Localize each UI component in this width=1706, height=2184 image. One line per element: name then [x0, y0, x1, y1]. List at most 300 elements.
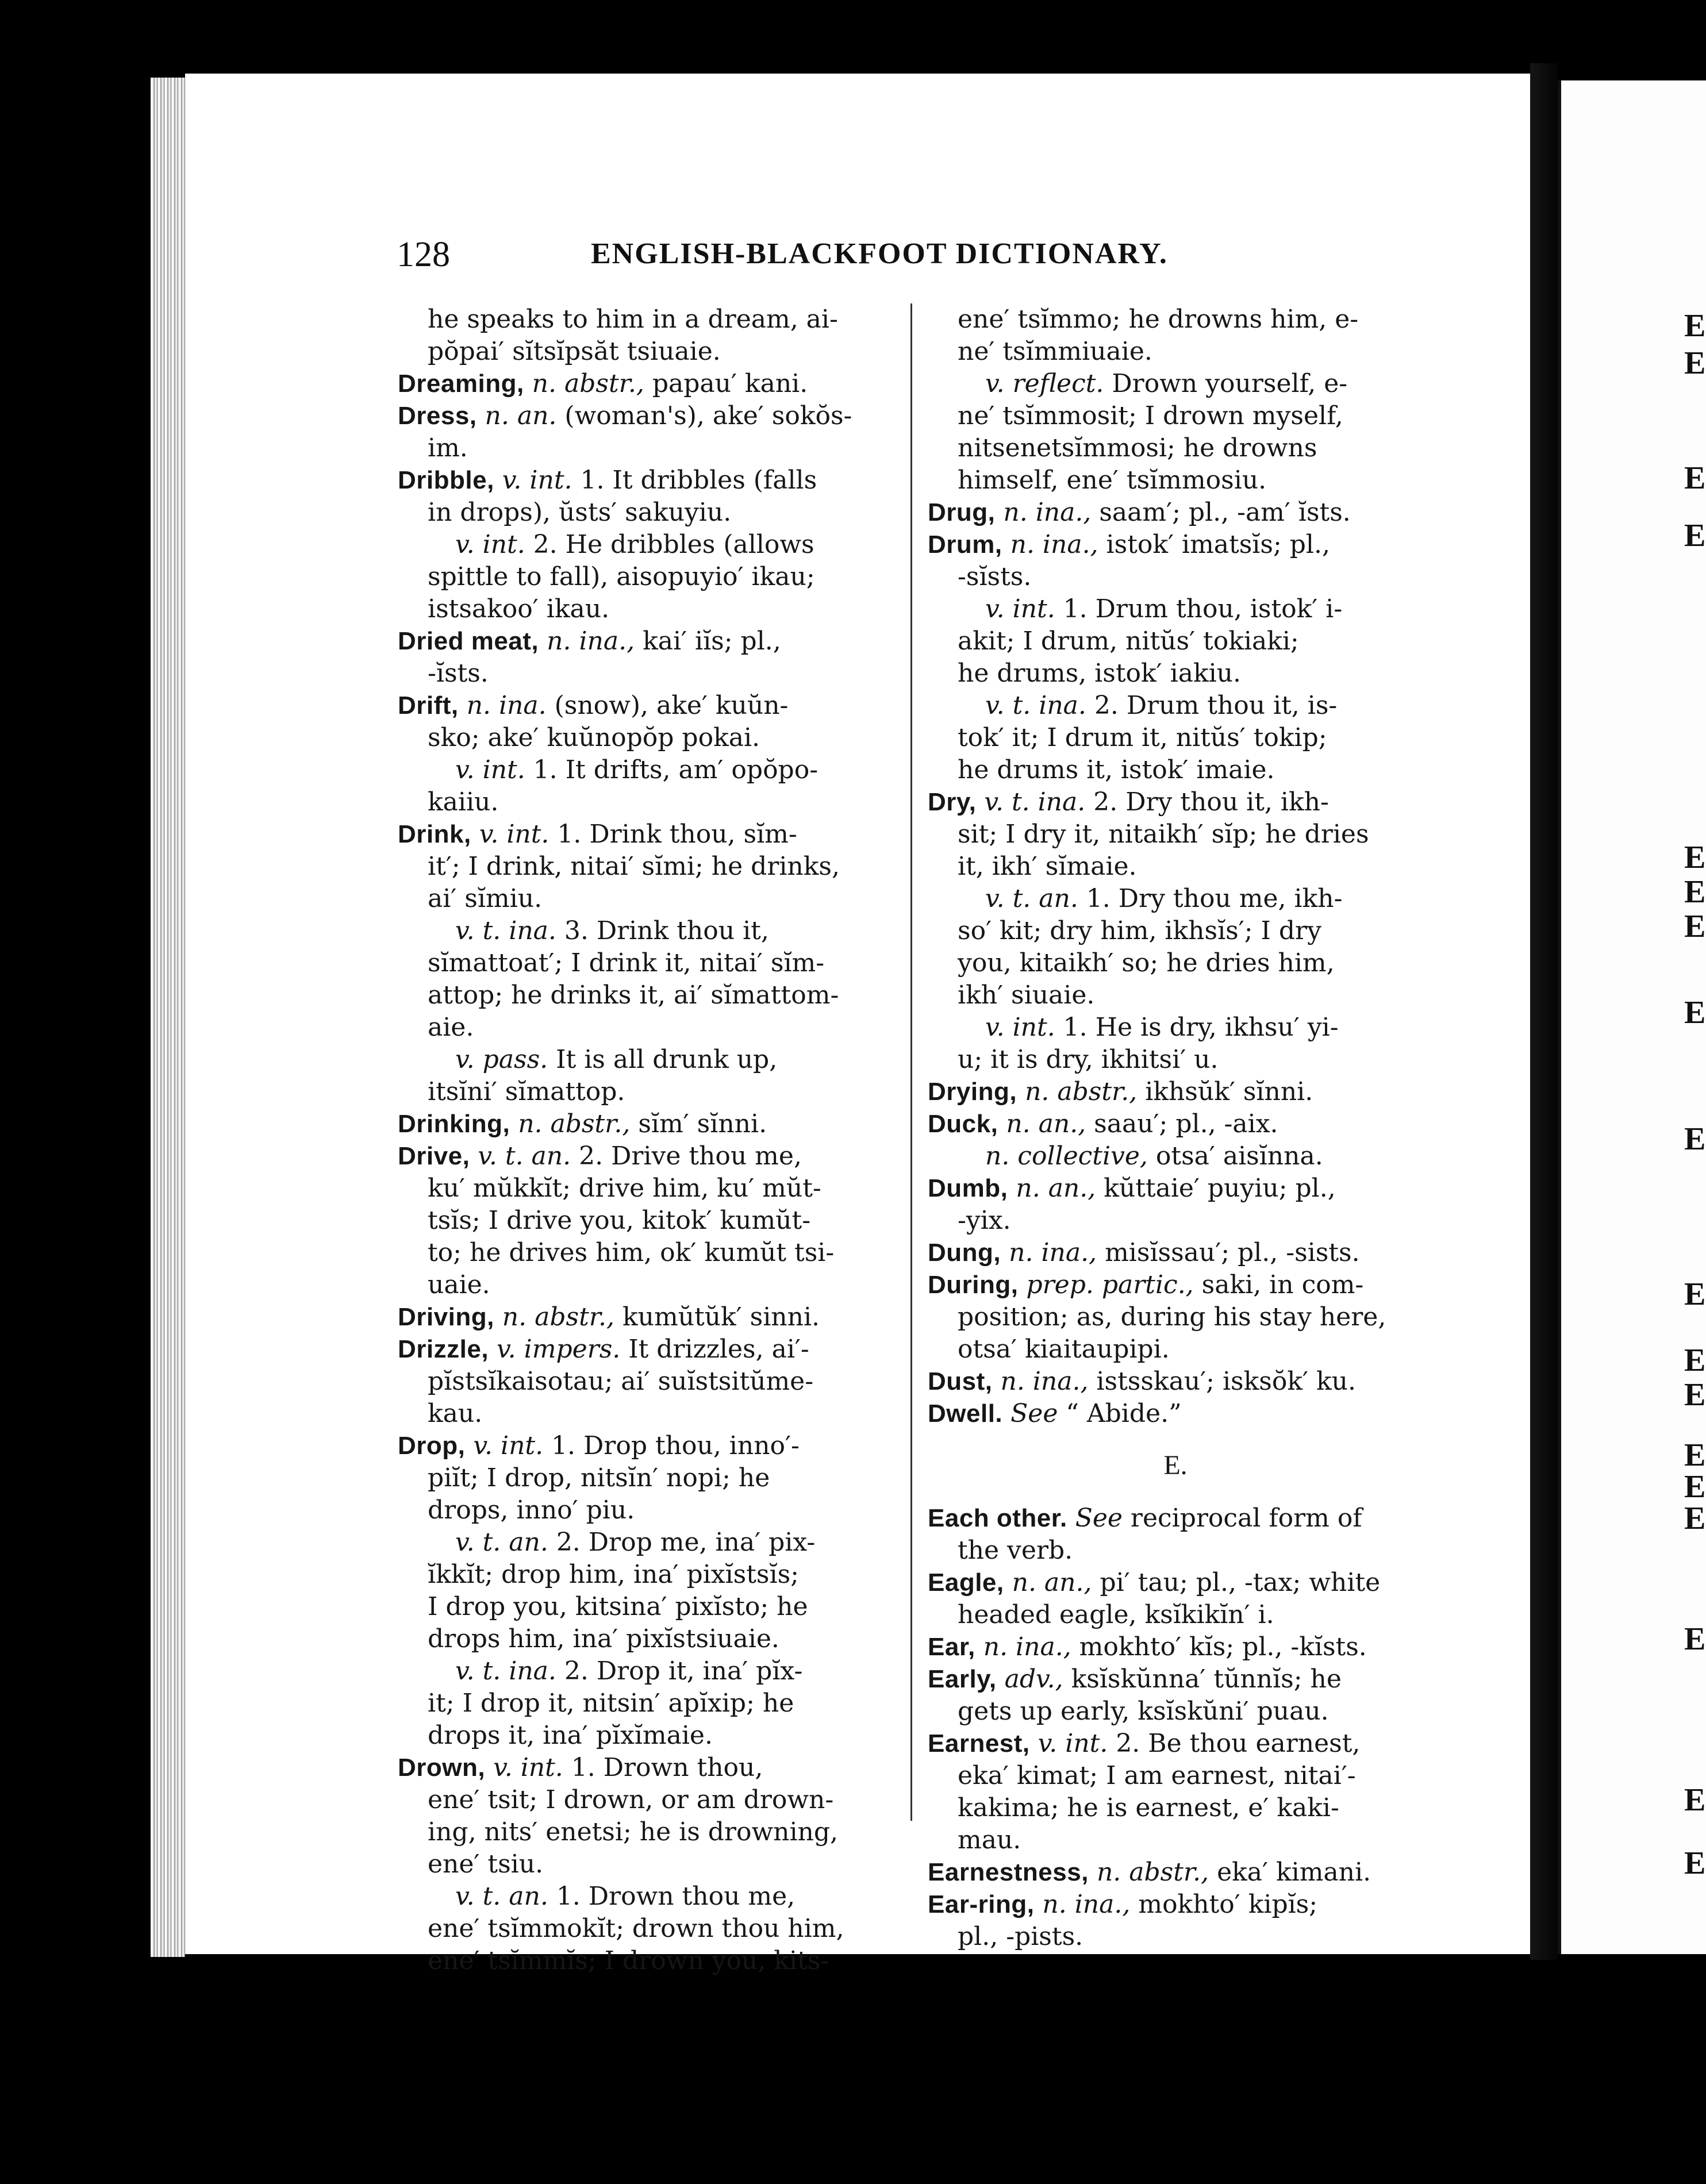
headword: Drift,: [398, 691, 459, 720]
headword: Drinking,: [398, 1110, 510, 1138]
entry-text: 1. Drop thou, inno′-: [543, 1431, 800, 1460]
entry-text: 1. Dry thou me, ikh-: [1078, 884, 1343, 913]
headword: Earnest,: [928, 1729, 1030, 1758]
entry-text: 1. Drum thou, istok′ i-: [1055, 594, 1343, 624]
grammar-label: n. abstr.,: [532, 369, 644, 398]
entry-sense: [398, 1527, 893, 1559]
headword: Early,: [928, 1665, 997, 1693]
entry-continuation: [928, 1044, 1423, 1076]
entry-text: 2. Be thou earnest,: [1108, 1729, 1361, 1758]
right-column: [928, 303, 1423, 1953]
headword: Ear-ring,: [928, 1890, 1035, 1918]
entry-continuation: [928, 1792, 1423, 1824]
grammar-label: v. int.: [985, 594, 1055, 624]
headword: Drop,: [398, 1432, 466, 1460]
entry-sense: [398, 754, 893, 786]
dictionary-entry: [398, 1752, 893, 1784]
entry-text: ne′ tsĭmmiuaie.: [958, 337, 1152, 366]
entry-text: Drown yourself, e-: [1104, 369, 1348, 398]
entry-text: sko; ake′ kuŭnopŏp pokai.: [428, 723, 760, 752]
entry-text: ikhsŭk′ sĭnni.: [1137, 1077, 1313, 1106]
entry-text: akit; I drum, nitŭs′ tokiaki;: [958, 626, 1299, 656]
entry-text: sit; I dry it, nitaikh′ sĭp; he dries: [958, 820, 1369, 849]
entry-text: 1. It drifts, am′ opŏpo-: [525, 755, 819, 785]
grammar-label: n. abstr.,: [1096, 1858, 1209, 1887]
dictionary-entry: [398, 1140, 893, 1172]
entry-text: It drizzles, ai′-: [620, 1335, 809, 1364]
entry-continuation: [398, 1945, 893, 1977]
dictionary-entry: [928, 497, 1423, 529]
entry-continuation: [398, 432, 893, 464]
entry-text: -yix.: [958, 1206, 1011, 1235]
entry-continuation: [398, 1398, 893, 1430]
entry-text: ing, nits′ enetsi; he is drowning,: [428, 1817, 839, 1847]
entry-text: -ĭsts.: [428, 659, 489, 688]
grammar-label: v. int.: [502, 466, 572, 495]
entry-text: attop; he drinks it, ai′ sĭmattom-: [428, 981, 839, 1010]
entry-text: kai′ iĭs; pl.,: [635, 626, 781, 656]
entry-text: mau.: [958, 1825, 1021, 1855]
headword: Dress,: [398, 402, 477, 430]
facing-page-letter: E: [1684, 874, 1706, 910]
headword: Drying,: [928, 1078, 1017, 1106]
entry-continuation: [398, 336, 893, 368]
grammar-label: n. an.,: [1006, 1109, 1086, 1139]
entry-text: saau′; pl., -aix.: [1086, 1109, 1278, 1139]
entry-text: pl., -pists.: [958, 1922, 1083, 1951]
grammar-label: v. t. ina.: [455, 916, 556, 945]
entry-text: nitsenetsĭmmosi; he drowns: [958, 433, 1317, 463]
entry-continuation: [928, 657, 1423, 690]
entry-text: eka′ kimat; I am earnest, nitai′-: [958, 1761, 1356, 1790]
facing-page-edge: [1558, 80, 1561, 1954]
dictionary-entry: [928, 1663, 1423, 1695]
dictionary-entry: [398, 1333, 893, 1366]
entry-continuation: [398, 851, 893, 883]
entry-text: position; as, during his stay here,: [958, 1302, 1386, 1332]
entry-text: mokhto′ kipĭs;: [1130, 1890, 1318, 1919]
headword: Dry,: [928, 788, 977, 816]
entry-continuation: [398, 1784, 893, 1816]
grammar-label: v. t. ina.: [984, 787, 1086, 817]
entry-continuation: [398, 1205, 893, 1237]
grammar-label: n. ina.,: [1003, 498, 1092, 527]
headword: Drown,: [398, 1754, 486, 1782]
grammar-label: n. collective,: [985, 1141, 1148, 1171]
entry-text: headed eagle, ksĭkikĭn′ i.: [958, 1600, 1274, 1629]
headword: During,: [928, 1271, 1019, 1299]
dictionary-entry: [928, 529, 1423, 561]
entry-continuation: [928, 625, 1423, 657]
entry-continuation: [928, 1599, 1423, 1631]
entry-text: ene′ tsĭmmo; he drowns him, e-: [958, 305, 1359, 334]
entry-text: 1. Drink thou, sĭm-: [549, 820, 797, 849]
grammar-label: v. t. ina.: [455, 1656, 556, 1686]
entry-continuation: [928, 464, 1423, 497]
grammar-label: v. impers.: [497, 1335, 621, 1364]
facing-page-letter: E: [1684, 1469, 1706, 1505]
facing-page-letter: E: [1684, 1782, 1706, 1818]
entry-text: itsĭni′ sĭmattop.: [428, 1077, 625, 1106]
entry-text: reciprocal form of: [1122, 1504, 1362, 1533]
facing-page-letter: E: [1684, 1501, 1706, 1536]
dictionary-entry: [928, 1398, 1423, 1430]
entry-text: ene′ tsit; I drown, or am drown-: [428, 1785, 834, 1814]
facing-page-letter: E: [1684, 1377, 1706, 1413]
entry-text: I drop you, kitsina′ pixĭsto; he: [428, 1592, 808, 1621]
entry-text: kaiiu.: [428, 787, 499, 817]
grammar-label: v. int.: [493, 1753, 563, 1782]
headword: Dumb,: [928, 1174, 1008, 1202]
entry-continuation: [398, 657, 893, 690]
entry-continuation: [928, 947, 1423, 979]
entry-text: kau.: [428, 1399, 483, 1428]
entry-continuation: [928, 303, 1423, 336]
entry-continuation: [398, 1687, 893, 1720]
facing-page-letter: E: [1684, 345, 1706, 381]
entry-text: ne′ tsĭmmosit; I drown myself,: [958, 401, 1343, 430]
entry-sense: [928, 1140, 1423, 1172]
entry-continuation: [398, 979, 893, 1012]
headword: Earnestness,: [928, 1858, 1089, 1886]
left-column: [398, 303, 893, 1977]
grammar-label: v. int.: [479, 820, 550, 849]
entry-text: spittle to fall), aisopuyio′ ikau;: [428, 562, 815, 591]
grammar-label: n. ina.,: [1000, 1367, 1089, 1396]
entry-text: 2. Drum thou it, is-: [1086, 691, 1338, 720]
facing-page-letter: E: [1684, 995, 1706, 1031]
headword: Drizzle,: [398, 1335, 489, 1363]
entry-text: istsakoo′ ikau.: [428, 594, 610, 624]
dictionary-entry: [928, 1076, 1423, 1108]
dictionary-entry: [928, 1856, 1423, 1889]
headword: Driving,: [398, 1303, 494, 1331]
facing-page-letter: E: [1684, 840, 1706, 875]
entry-text: it′; I drink, nitai′ sĭmi; he drinks,: [428, 852, 840, 881]
entry-continuation: [928, 1205, 1423, 1237]
entry-text: piĭt; I drop, nitsĭn′ nopi; he: [428, 1463, 770, 1493]
facing-page-letter: E: [1684, 460, 1706, 496]
entry-text: he drums, istok′ iakiu.: [958, 659, 1242, 688]
entry-text: ene′ tsĭmmokĭt; drown thou him,: [428, 1914, 844, 1943]
entry-continuation: [398, 883, 893, 915]
entry-sense: [398, 529, 893, 561]
entry-sense: [398, 1655, 893, 1687]
entry-text: it; I drop it, nitsin′ apĭxip; he: [428, 1689, 794, 1718]
entry-continuation: [928, 1824, 1423, 1856]
entry-text: It is all drunk up,: [548, 1045, 778, 1074]
entry-text: saam′; pl., -am′ ĭsts.: [1091, 498, 1351, 527]
entry-continuation: [398, 303, 893, 336]
entry-sense: [928, 883, 1423, 915]
entry-continuation: [398, 1848, 893, 1881]
entry-text: pĭstsĭkaisotau; ai′ suĭstsitŭme-: [428, 1367, 814, 1396]
entry-continuation: [398, 786, 893, 818]
entry-text: he drums it, istok′ imaie.: [958, 755, 1275, 785]
entry-text: ai′ sĭmiu.: [428, 884, 543, 913]
book-page-edge: [151, 78, 185, 1957]
facing-page-letter: E: [1684, 909, 1706, 944]
entry-text: 1. He is dry, ikhsu′ yi-: [1055, 1013, 1339, 1042]
facing-page-letter: E: [1684, 1276, 1706, 1312]
entry-text: -sĭsts.: [958, 562, 1032, 591]
entry-text: kŭttaie′ puyiu; pl.,: [1096, 1174, 1336, 1203]
entry-sense: [398, 915, 893, 947]
grammar-label: v. pass.: [455, 1045, 548, 1074]
entry-text: to; he drives him, ok′ kumŭt tsi-: [428, 1238, 835, 1267]
dictionary-entry: [928, 1269, 1423, 1301]
entry-text: istsskau′; isksŏk′ ku.: [1088, 1367, 1356, 1396]
entry-continuation: [398, 1237, 893, 1269]
entry-text: uaie.: [428, 1270, 490, 1299]
dictionary-entry: [928, 1728, 1423, 1760]
entry-text: kumŭtŭk′ sinni.: [614, 1302, 820, 1332]
grammar-label: n. an.: [485, 401, 557, 430]
headword: Each other.: [928, 1504, 1067, 1532]
entry-text: mokhto′ kĭs; pl., -kĭsts.: [1071, 1632, 1367, 1662]
headword: Dried meat,: [398, 627, 539, 655]
facing-page-letter: E: [1684, 308, 1706, 344]
grammar-label: v. int.: [473, 1431, 544, 1460]
entry-text: “ Abide.”: [1058, 1399, 1182, 1428]
grammar-label: v. int.: [985, 1013, 1055, 1042]
entry-continuation: [398, 1172, 893, 1205]
headword: Drum,: [928, 530, 1002, 559]
entry-continuation: [928, 1921, 1423, 1953]
dictionary-entry: [398, 818, 893, 851]
entry-text: drops it, ina′ pĭxĭmaie.: [428, 1721, 713, 1750]
entry-text: 1. Drown thou,: [563, 1753, 763, 1782]
grammar-label: v. t. an.: [455, 1528, 548, 1557]
entry-text: ikh′ siuaie.: [958, 981, 1095, 1010]
dictionary-entry: [928, 786, 1423, 818]
entry-continuation: [398, 1076, 893, 1108]
entry-text: tsĭs; I drive you, kitok′ kumŭt-: [428, 1206, 811, 1235]
entry-continuation: [398, 1494, 893, 1527]
entry-continuation: [398, 497, 893, 529]
entry-text: the verb.: [958, 1536, 1073, 1565]
entry-text: 1. Drown thou me,: [548, 1882, 796, 1911]
grammar-label: n. abstr.,: [1025, 1077, 1138, 1106]
facing-page-letter: E: [1684, 1437, 1706, 1473]
entry-text: in drops), ŭsts′ sakuyiu.: [428, 498, 732, 527]
entry-text: gets up early, ksĭskŭni′ puau.: [958, 1697, 1329, 1726]
grammar-label: v. int.: [1038, 1729, 1108, 1758]
entry-continuation: [398, 1720, 893, 1752]
entry-continuation: [398, 1012, 893, 1044]
entry-continuation: [928, 561, 1423, 593]
entry-text: 2. He dribbles (allows: [525, 530, 814, 559]
dictionary-entry: [928, 1889, 1423, 1921]
headword: Ear,: [928, 1633, 975, 1661]
entry-sense: [398, 1881, 893, 1913]
dictionary-entry: [928, 1237, 1423, 1269]
entry-continuation: [398, 1816, 893, 1848]
dictionary-entry: [928, 1631, 1423, 1663]
grammar-label: n. ina.: [466, 691, 547, 720]
entry-continuation: [928, 432, 1423, 464]
entry-text: ene′ tsĭmmĭs; I drown you, kits-: [428, 1946, 829, 1975]
entry-text: kakima; he is earnest, e′ kaki-: [958, 1793, 1339, 1822]
entry-text: (woman's), ake′ sokŏs-: [556, 401, 852, 430]
entry-continuation: [398, 1591, 893, 1623]
entry-continuation: [398, 1559, 893, 1591]
grammar-label: n. ina.,: [983, 1632, 1071, 1662]
entry-text: eka′ kimani.: [1209, 1858, 1371, 1887]
dictionary-entry: [398, 368, 893, 400]
entry-text: 1. It dribbles (falls: [572, 466, 817, 495]
entry-text: sĭm′ sĭnni.: [630, 1109, 767, 1139]
entry-text: he speaks to him in a dream, ai-: [428, 305, 838, 334]
facing-page-letter: E: [1684, 1845, 1706, 1881]
entry-text: misĭssau′; pl., -sists.: [1097, 1238, 1360, 1267]
headword: Drink,: [398, 820, 471, 848]
headword: Duck,: [928, 1110, 998, 1138]
grammar-label: See: [1010, 1399, 1058, 1428]
headword: Drug,: [928, 498, 996, 526]
grammar-label: n. ina.,: [547, 626, 635, 656]
grammar-label: v. t. an.: [985, 884, 1078, 913]
entry-continuation: [928, 1695, 1423, 1728]
book-gutter: [1530, 63, 1558, 1960]
facing-page-letter: E: [1684, 1621, 1706, 1657]
facing-page-letter: E: [1684, 518, 1706, 553]
entry-continuation: [928, 818, 1423, 851]
entry-text: ksĭskŭnna′ tŭnnĭs; he: [1063, 1664, 1342, 1694]
entry-sense: [398, 1044, 893, 1076]
dictionary-entry: [398, 1430, 893, 1462]
dictionary-entry: [398, 1301, 893, 1333]
facing-page-letter: E: [1684, 1121, 1706, 1157]
entry-text: drops, inno′ piu.: [428, 1495, 635, 1525]
entry-continuation: [398, 1366, 893, 1398]
entry-text: ene′ tsiu.: [428, 1850, 544, 1879]
dictionary-entry: [398, 625, 893, 657]
grammar-label: n. ina.,: [1010, 530, 1098, 559]
dictionary-entry: [928, 1172, 1423, 1205]
entry-text: ku′ mŭkkĭt; drive him, ku′ mŭt-: [428, 1174, 821, 1203]
grammar-label: adv.,: [1004, 1664, 1063, 1694]
entry-text: 2. Drive thou me,: [571, 1141, 802, 1171]
entry-continuation: [928, 336, 1423, 368]
dictionary-entry: [928, 1502, 1423, 1535]
dictionary-entry: [928, 1567, 1423, 1599]
facing-page-letter: E: [1684, 1343, 1706, 1378]
grammar-label: v. t. ina.: [985, 691, 1086, 720]
grammar-label: v. t. an.: [455, 1882, 548, 1911]
dictionary-entry: [398, 690, 893, 722]
entry-text: you, kitaikh′ so; he dries him,: [958, 948, 1335, 978]
dictionary-entry: [928, 1366, 1423, 1398]
dictionary-entry: [398, 464, 893, 497]
entry-text: otsa′ kiaitaupipi.: [958, 1335, 1170, 1364]
entry-continuation: [928, 851, 1423, 883]
entry-continuation: [398, 947, 893, 979]
entry-text: papau′ kani.: [644, 369, 808, 398]
grammar-label: n. ina.,: [1009, 1238, 1097, 1267]
headword: Dreaming,: [398, 370, 524, 398]
entry-text: saki, in com-: [1193, 1270, 1364, 1299]
page-number: 128: [397, 235, 450, 274]
grammar-label: n. an.,: [1012, 1568, 1092, 1597]
entry-text: 2. Drop me, ina′ pix-: [548, 1528, 816, 1557]
grammar-label: n. abstr.,: [502, 1302, 614, 1332]
entry-text: pi′ tau; pl., -tax; white: [1092, 1568, 1381, 1597]
grammar-label: v. int.: [455, 755, 525, 785]
entry-text: 3. Drink thou it,: [556, 916, 769, 945]
entry-text: 2. Dry thou it, ikh-: [1085, 787, 1329, 817]
dictionary-entry: [928, 1108, 1423, 1140]
entry-continuation: [398, 593, 893, 625]
headword: Dung,: [928, 1239, 1001, 1267]
entry-text: (snow), ake′ kuŭn-: [546, 691, 789, 720]
entry-text: 2. Drop it, ina′ pĭx-: [556, 1656, 803, 1686]
entry-continuation: [928, 915, 1423, 947]
entry-continuation: [398, 1913, 893, 1945]
entry-continuation: [398, 1462, 893, 1494]
entry-text: pŏpai′ sĭtsĭpsăt tsiuaie.: [428, 337, 721, 366]
entry-text: himself, ene′ tsĭmmosiu.: [958, 466, 1267, 495]
grammar-label: v. reflect.: [985, 369, 1104, 398]
grammar-label: v. int.: [455, 530, 525, 559]
entry-text: otsa′ aisĭnna.: [1147, 1141, 1323, 1171]
entry-text: so′ kit; dry him, ikhsĭs′; I dry: [958, 916, 1321, 945]
entry-sense: [928, 368, 1423, 400]
entry-continuation: [928, 754, 1423, 786]
entry-continuation: [928, 979, 1423, 1012]
column-divider: [910, 303, 912, 1821]
entry-text: it, ikh′ sĭmaie.: [958, 852, 1137, 881]
headword: Drive,: [398, 1142, 470, 1170]
entry-continuation: [398, 1623, 893, 1655]
entry-continuation: [928, 400, 1423, 432]
dictionary-entry: [398, 1108, 893, 1140]
headword: Dust,: [928, 1367, 993, 1395]
entry-continuation: [398, 561, 893, 593]
entry-text: aie.: [428, 1013, 474, 1042]
entry-text: istok′ imatsĭs; pl.,: [1098, 530, 1330, 559]
section-letter: E.: [1163, 1450, 1188, 1481]
entry-continuation: [398, 722, 893, 754]
grammar-label: v. t. an.: [478, 1141, 571, 1171]
headword: Eagle,: [928, 1568, 1004, 1597]
dictionary-entry: [398, 400, 893, 432]
entry-continuation: [928, 722, 1423, 754]
headword: Dribble,: [398, 466, 494, 494]
entry-text: sĭmattoat′; I drink it, nitai′ sĭm-: [428, 948, 825, 978]
grammar-label: n. ina.,: [1042, 1890, 1131, 1919]
entry-text: im.: [428, 433, 468, 463]
entry-text: drops him, ina′ pixĭstsiuaie.: [428, 1624, 779, 1654]
grammar-label: n. abstr.,: [518, 1109, 631, 1139]
entry-continuation: [928, 1333, 1423, 1366]
entry-sense: [928, 1012, 1423, 1044]
grammar-label: n. an.,: [1016, 1174, 1096, 1203]
running-title: ENGLISH-BLACKFOOT DICTIONARY.: [591, 237, 1168, 270]
grammar-label: See: [1075, 1504, 1123, 1533]
entry-text: u; it is dry, ikhitsi′ u.: [958, 1045, 1219, 1074]
grammar-label: prep. partic.,: [1026, 1270, 1194, 1299]
entry-continuation: [928, 1760, 1423, 1792]
entry-continuation: [398, 1269, 893, 1301]
entry-text: tok′ it; I drum it, nitŭs′ tokip;: [958, 723, 1327, 752]
entry-sense: [928, 593, 1423, 625]
headword: Dwell.: [928, 1399, 1003, 1428]
entry-sense: [928, 690, 1423, 722]
entry-continuation: [928, 1301, 1423, 1333]
entry-text: ĭkkĭt; drop him, ina′ pixĭstsĭs;: [428, 1560, 799, 1589]
entry-continuation: [928, 1535, 1423, 1567]
